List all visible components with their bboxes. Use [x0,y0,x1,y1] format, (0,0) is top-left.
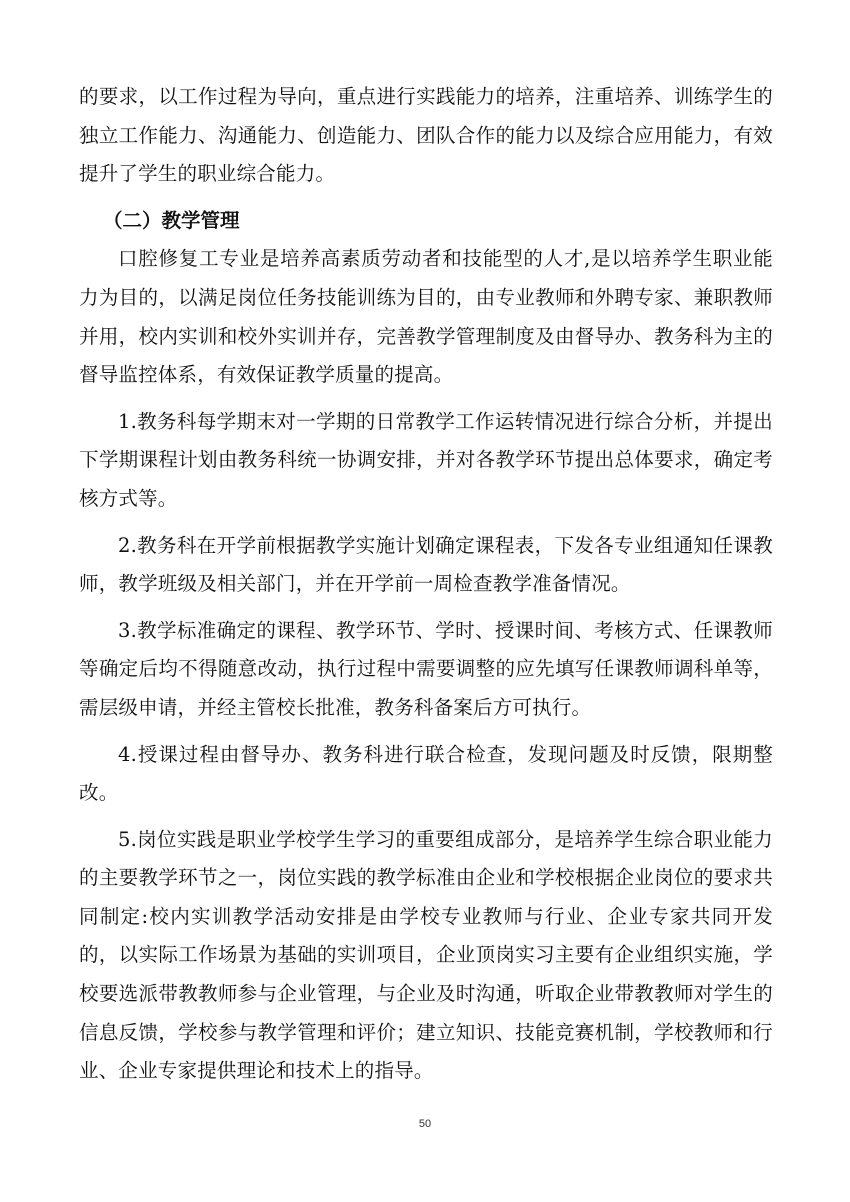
list-item-3: 3.教学标准确定的课程、教学环节、学时、授课时间、考核方式、任课教师等确定后均不得随意改动，执行过程中需要调整的应先填写任课教师调科单等，需层级申请，并经主管校长批准，教务科备案后方可执行。 [79,618,773,719]
list-item-2: 2.教务科在开学前根据教学实施计划确定课程表，下发各专业组通知任课教师，教学班级及相关部门，并在开学前一周检查教学准备情况。 [79,533,773,596]
intro-paragraph: 的要求，以工作过程为导向，重点进行实践能力的培养，注重培养、训练学生的独立工作能力、沟通能力、创造能力、团队合作的能力以及综合应用能力，有效提升了学生的职业综合能力。 [79,85,773,186]
document-body [79,78,773,1091]
list-item-1: 1.教务科每学期末对一学期的日常教学工作运转情况进行综合分析，并提出下学期课程计划由教务科统一协调安排，并对各教学环节提出总体要求，确定考核方式等。 [79,409,773,510]
section-heading: （二）教学管理 [103,208,240,232]
list-item-5: 5.岗位实践是职业学校学生学习的重要组成部分，是培养学生综合职业能力的主要教学环节之一，岗位实践的教学标准由企业和学校根据企业岗位的要求共同制定:校内实训教学活动安排是由学校专业教师与行业、企业专家共同开发的，以实际工作场景为基础的实训项目，企业顶岗实习主要有企业组织实施，学校要选派带教教师参与企业管理，与企业及时沟通，听取企业带教教师对学生的信息反馈，学校参与教学管理和评价；建立知识、技能竞赛机制，学校教师和行业、企业专家提供理论和技术上的指导。 [79,827,773,1083]
list-item-4: 4.授课过程由督导办、教务科进行联合检查，发现问题及时反馈，限期整改。 [79,742,773,805]
page-number: 50 [418,1118,432,1130]
section-intro-paragraph: 口腔修复工专业是培养高素质劳动者和技能型的人才,是以培养学生职业能力为目的，以满足岗位任务技能训练为目的，由专业教师和外聘专家、兼职教师并用，校内实训和校外实训并存，完善教学管理制度及由督导办、教务科为主的督导监控体系，有效保证教学质量的提高。 [79,247,773,387]
